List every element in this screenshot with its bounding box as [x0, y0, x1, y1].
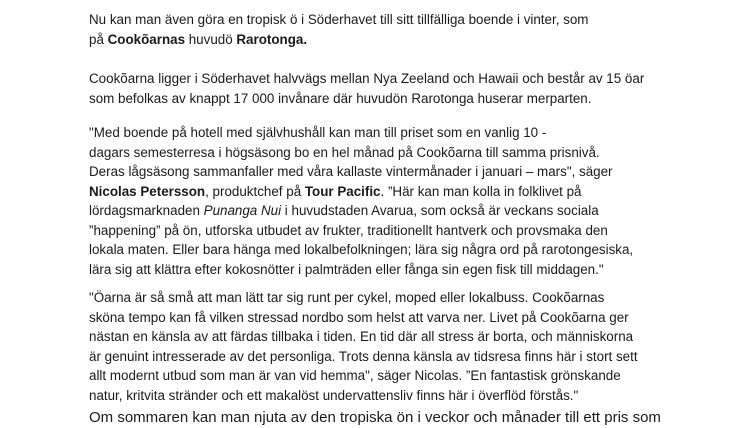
text-line: [89, 182, 729, 202]
text-line: ”happening” på ön, utforska utbudet av frukter, traditionellt hantverk och provsmaka den: [89, 222, 608, 238]
bold-term-rarotonga: Rarotonga.: [236, 31, 308, 47]
text-line: Nu kan man även göra en tropisk ö i Söderhavet till sitt tillfälliga boende i vinter, som: [89, 12, 589, 27]
text-run: , produktchef på: [205, 183, 305, 199]
location-paragraph: [89, 69, 729, 108]
text-line: är genuint intresserade av det personliga. Trots denna känsla av tidsresa finns här i stort sett: [89, 348, 638, 364]
text-line: som befolkas av knappt 17 000 invånare där huvudön Rarotonga huserar merparten.: [89, 90, 592, 106]
text-line: allt modernt utbud som man är van vid hemma", säger Nicolas. ”En fantastisk grönskande: [89, 368, 621, 383]
text-line: dagars semesterresa i högsäsong bo en hel månad på Cookõarna till samma prisnivå.: [89, 144, 600, 160]
intro-paragraph: [89, 10, 729, 49]
quote-paragraph-2: [89, 288, 729, 405]
text-line: "Med boende på hotell med självhushåll kan man till priset som en vanlig 10 -: [89, 125, 547, 140]
cut-off-text-line: Om sommaren kan man njuta av den tropiska ön i veckor och månader till ett pris som: [89, 409, 661, 426]
text-run: huvudö: [185, 31, 237, 47]
quote-paragraph-1: [89, 123, 729, 279]
text-run: på: [89, 31, 108, 47]
bold-term-tour-pacific: Tour Pacific: [304, 183, 381, 199]
text-line: lokala maten. Eller bara hänga med lokalbefolkningen; lära sig några ord på rarotongesiska,: [89, 242, 634, 257]
bold-term-cookoarnas: Cookõarnas: [107, 31, 186, 47]
text-line: natur, kritvita stränder och ett makalöst undervattensliv finns här i överflöd förstås.": [89, 387, 579, 403]
text-line: sköna tempo kan få vilken stressad nordbo som helst att varva ner. Livet på Cookõarna ger: [89, 309, 629, 325]
text-run: lördagsmarknaden: [89, 203, 204, 218]
text-line: "Öarna är så små att man lätt tar sig runt per cykel, moped eller lokalbuss. Cookõarnas: [89, 290, 605, 305]
text-line: lära sig att klättra efter kokosnötter i palmträden eller fånga sin egen fisk till middagen.": [89, 261, 604, 277]
text-line: Deras lågsäsong sammanfaller med våra kallaste vintermånader i januari – mars", säger: [89, 164, 613, 179]
text-line: Cookõarna ligger i Söderhavet halvvägs mellan Nya Zeeland och Hawaii och består av 15 öar: [89, 71, 645, 86]
text-line: [89, 201, 729, 221]
text-run: . ”Här kan man kolla in folklivet på: [380, 183, 582, 199]
text-line: [89, 30, 729, 50]
text-run: i huvudstaden Avarua, som också är veckans sociala: [281, 203, 599, 218]
bold-name-nicolas-petersson: Nicolas Petersson: [89, 183, 206, 199]
text-line: nästan en känsla av att färdas tillbaka i tiden. En tid där all stress är borta, och människorna: [89, 329, 634, 344]
italic-term-punanga-nui: Punanga Nui: [203, 203, 282, 218]
